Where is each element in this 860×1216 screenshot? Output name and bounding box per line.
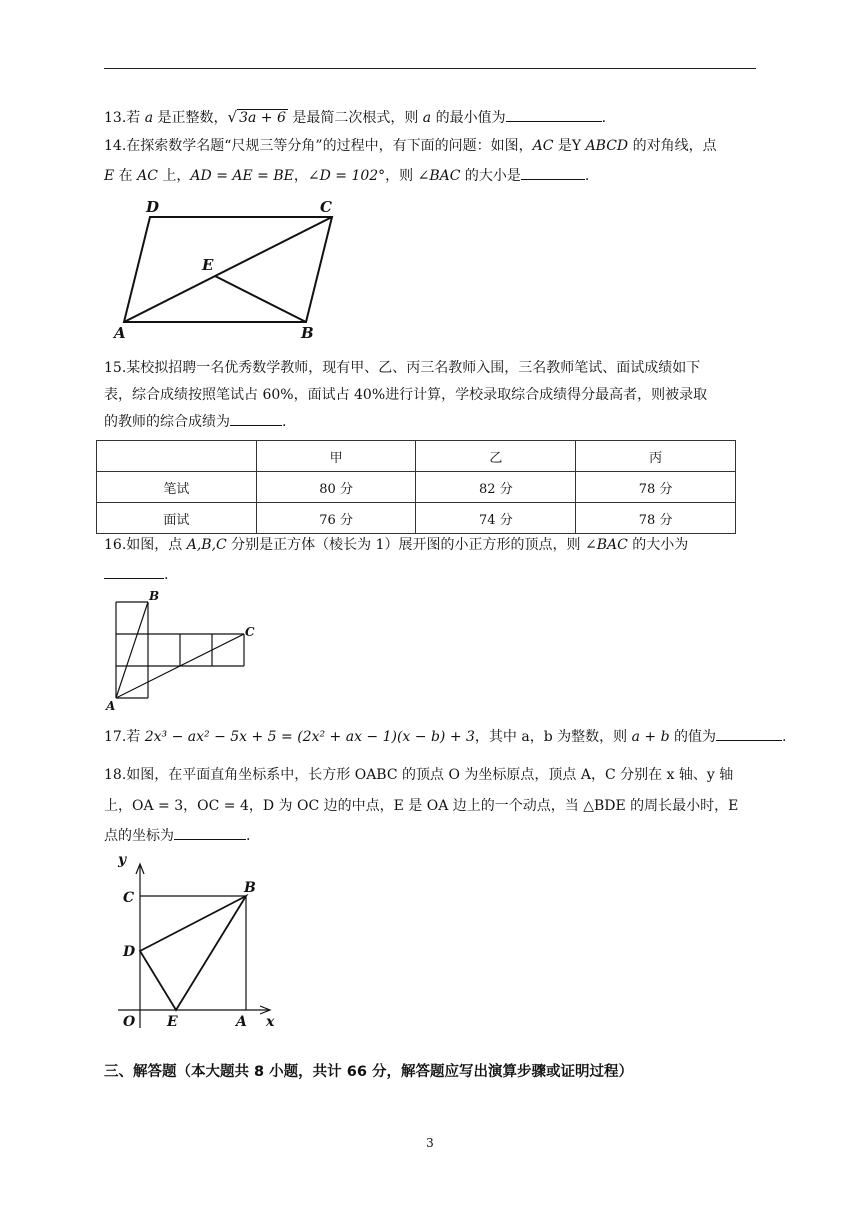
question-15-line-3: 的教师的综合成绩为 . [104, 408, 756, 436]
question-15-line-1: 15.某校拟招聘一名优秀数学教师，现有甲、乙、丙三名教师入围，三名教师笔试、面试成绩如下 [104, 360, 701, 376]
question-18-line-3: 点的坐标为 . [104, 822, 756, 850]
label-b: B [301, 324, 314, 342]
answer-blank-15[interactable] [230, 411, 282, 426]
question-13: 13.若 a 是正整数，√ 3a + 6 是最简二次根式，则 a 的最小值为 . [104, 108, 607, 126]
label-e: E [167, 1014, 178, 1030]
question-14-line-2: E 在 AC 上，AD = AE = BE，∠D = 102°，则 ∠BAC 的大小是 . [104, 162, 756, 190]
header-yi: 乙 [416, 441, 576, 472]
table-row [97, 441, 736, 472]
question-18-line-1: 18.如图，在平面直角坐标系中，长方形 OABC 的顶点 O 为坐标原点，顶点 A，C 分别在 x 轴、y 轴 [104, 767, 734, 783]
question-16-line-2: . [104, 561, 756, 589]
label-a: A [106, 699, 116, 713]
header-bing: 丙 [576, 441, 736, 472]
question-14-line-1: 14.在探索数学名题“尺规三等分角”的过程中，有下面的问题：如图，AC 是Y ABCD 的对角线，点 [104, 138, 717, 154]
triangle-bde [140, 896, 246, 1010]
label-x: x [266, 1014, 275, 1030]
answer-blank-14[interactable] [521, 165, 585, 180]
section-3-heading: 三、解答题（本大题共 8 小题，共计 66 分，解答题应写出演算步骤或证明过程） [104, 1064, 633, 1080]
table-row: 笔试 80 分 82 分 78 分 [97, 472, 736, 503]
label-c: C [320, 198, 332, 216]
label-c: C [245, 625, 255, 639]
question-18-line-2: 上，OA = 3，OC = 4，D 为 OC 边的中点，E 是 OA 边上的一个动点，当 △BDE 的周长最小时，E [104, 798, 739, 814]
segment-ab [116, 602, 148, 698]
radicand: 3a + 6 [239, 110, 286, 126]
score-table [96, 440, 736, 534]
label-b: B [149, 589, 160, 603]
header-jia: 甲 [256, 441, 416, 472]
label-b: B [244, 880, 256, 896]
label-a: A [114, 324, 126, 342]
question-16-line-1: 16.如图，点 A,B,C 分别是正方体（棱长为 1）展开图的小正方形的顶点，则 ∠BAC 的大小为 [104, 537, 689, 553]
question-15-line-2: 表，综合成绩按照笔试占 60%，面试占 40%进行计算，学校录取综合成绩得分最高者，则被录取 [104, 387, 708, 403]
label-d: D [146, 198, 160, 216]
cube-net-figure [104, 588, 264, 714]
question-17: 17.若 2x³ − ax² − 5x + 5 = (2x² + ax − 1)(x − b) + 3，其中 a，b 为整数，则 a + b 的值为 . [104, 723, 756, 751]
answer-blank-13[interactable] [506, 107, 602, 122]
label-y: y [118, 852, 127, 868]
label-c: C [123, 890, 135, 906]
answer-blank-16[interactable] [104, 564, 164, 579]
header-rule [104, 68, 756, 69]
label-a: A [236, 1014, 247, 1030]
label-o: O [123, 1014, 136, 1030]
label-d: D [123, 944, 136, 960]
label-e: E [202, 256, 214, 274]
parallelogram-figure [110, 196, 350, 346]
diagonal-ac [124, 217, 332, 322]
answer-blank-17[interactable] [716, 726, 782, 741]
segment-eb [215, 276, 306, 322]
answer-blank-18[interactable] [174, 825, 246, 840]
page-number: 3 [426, 1136, 434, 1150]
table-row: 面试 76 分 74 分 78 分 [97, 503, 736, 534]
coordinate-figure [110, 852, 290, 1038]
